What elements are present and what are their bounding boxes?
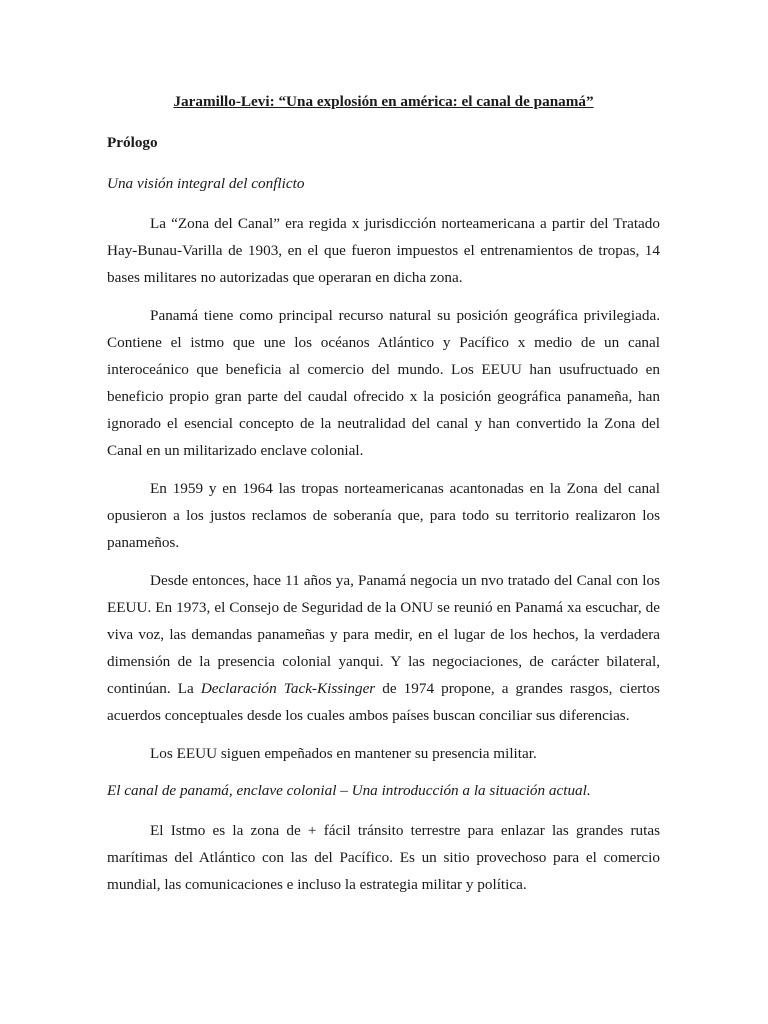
declaration-title: Declaración Tack-Kissinger [200, 680, 376, 697]
paragraph-text: Desde entonces, hace 11 años ya, Panamá negocia un nvo tratado del Canal con los EEUU. En 1973, el Consejo de Seguridad de la ONU se reunió en Panamá xa escuchar, de viva voz, las demandas panameñas y para medir, en el lugar de los hechos, la verdadera dimensión de la presencia colonial yanqui. Y las negociaciones, de carácter bilateral, continúan. La [107, 572, 660, 697]
paragraph: Panamá tiene como principal recurso natural su posición geográfica privilegiada. Contiene el istmo que une los océanos Atlántico y Pacífico x medio de un canal interoceánico que beneficia al comercio del mundo. Los EEUU han usufructuado en beneficio propio gran parte del caudal ofrecido x la posición geográfica panameña, han ignorado el esencial concepto de la neutralidad del canal y han convertido la Zona del Canal en un militarizado enclave colonial. [107, 307, 660, 459]
prologue-heading: Prólogo [107, 134, 158, 151]
paragraph-text: de 1974 propone, a grandes rasgos, ciertos acuerdos conceptuales desde los cuales ambos países buscan conciliar sus diferencias. [107, 680, 660, 724]
paragraph: Los EEUU siguen empeñados en mantener su presencia militar. [150, 745, 537, 762]
paragraph [107, 567, 660, 729]
document-title: Jaramillo-Levi: “Una explosión en américa: el canal de panamá” [173, 93, 594, 110]
paragraph: La “Zona del Canal” era regida x jurisdicción norteamericana a partir del Tratado Hay-Bunau-Varilla de 1903, en el que fueron impuestos el entrenamientos de tropas, 14 bases militares no autorizadas que operaran en dicha zona. [107, 215, 660, 286]
section-title: El canal de panamá, enclave colonial – Una introducción a la situación actual. [107, 782, 591, 799]
paragraph: El Istmo es la zona de + fácil tránsito terrestre para enlazar las grandes rutas marítimas del Atlántico con las del Pacífico. Es un sitio provechoso para el comercio mundial, las comunicaciones e incluso la estrategia militar y política. [107, 822, 660, 893]
section-title: Una visión integral del conflicto [107, 175, 305, 192]
paragraph: En 1959 y en 1964 las tropas norteamericanas acantonadas en la Zona del canal opusieron a los justos reclamos de soberanía que, para todo su territorio realizaron los panameños. [107, 480, 660, 551]
document-page [107, 88, 660, 909]
